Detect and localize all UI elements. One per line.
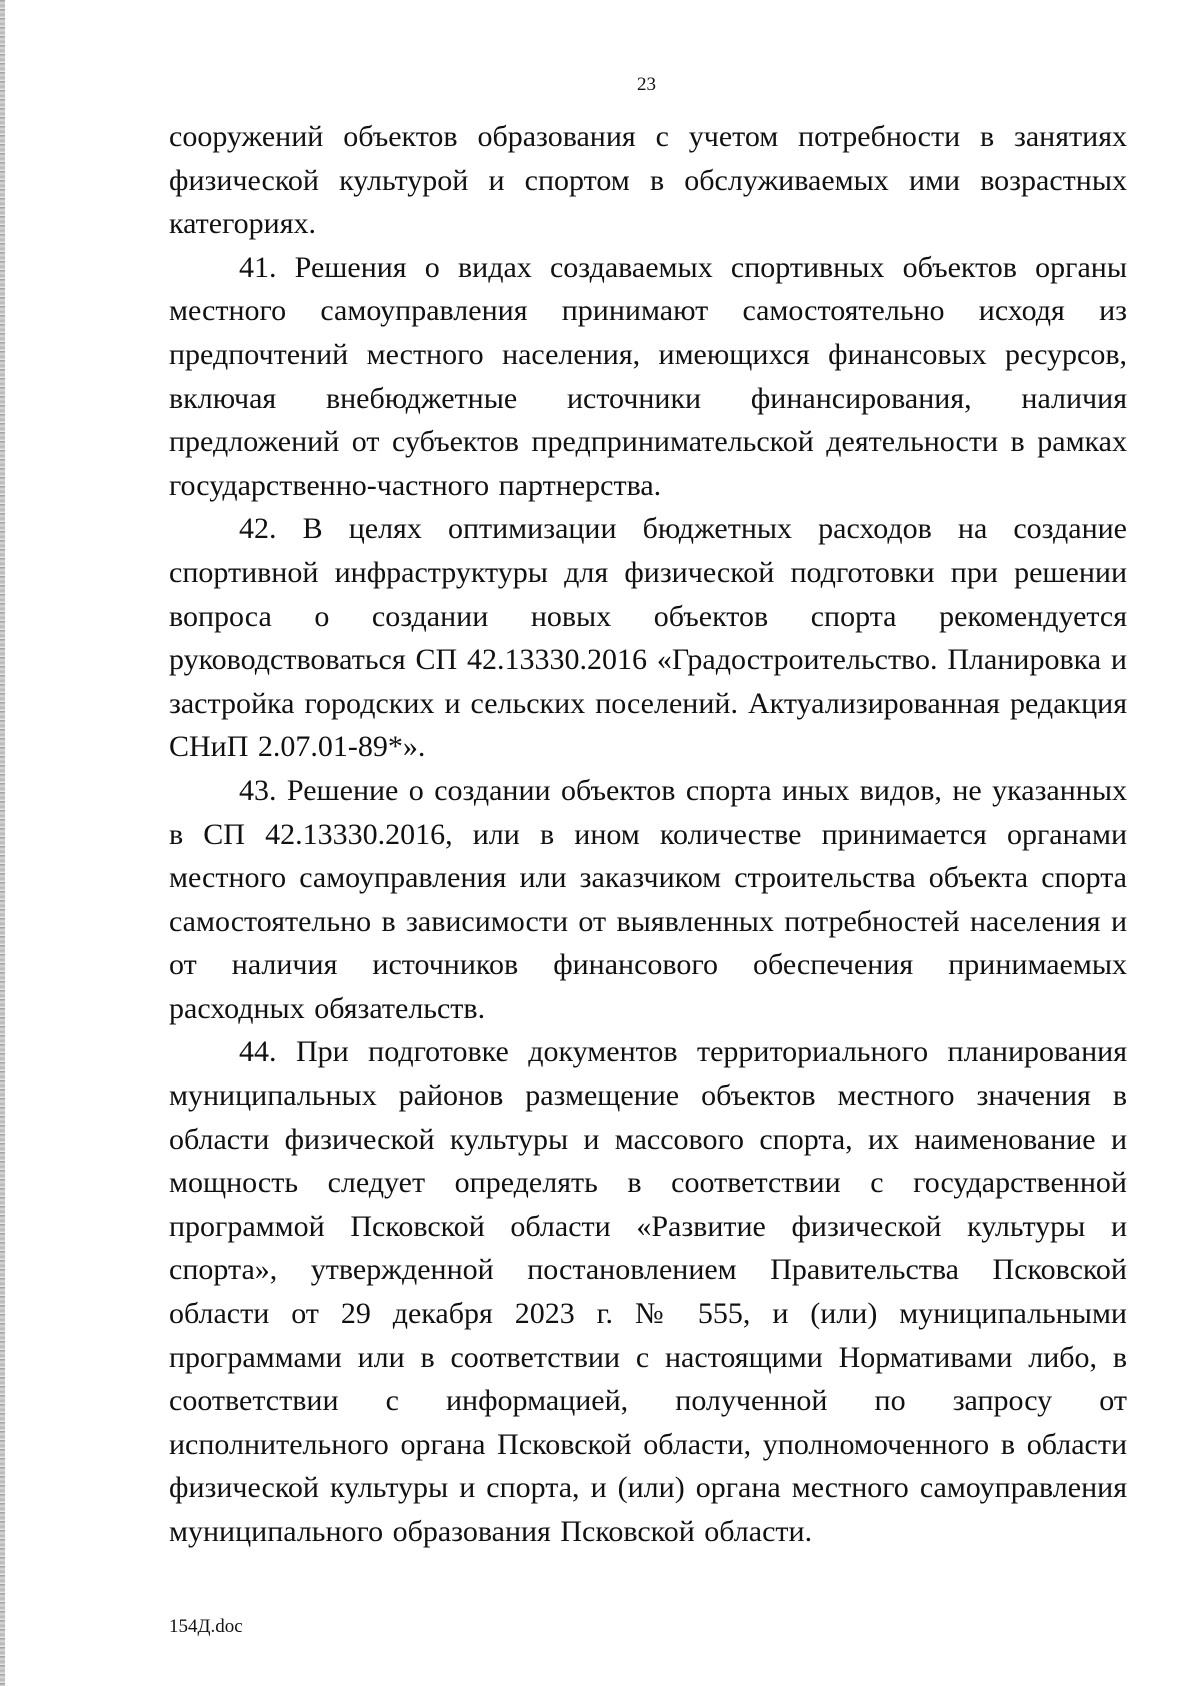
footer-filename: 154Д.doc bbox=[169, 1616, 243, 1637]
paragraph-44: 44. При подготовке документов территориального планирования муниципальных районов размещение объектов местного значения в области физической культуры и массового спорта, их наименование и мощность следует определять в соответствии с государственной программой Псковской области «Развитие физической культуры и спорта», утвержденной постановлением Правительства Псковской области от 29 декабря 2023 г. № 555, и (или) муниципальными программами или в соответствии с настоящими Нормативами либо, в соответствии с информацией, полученной по запросу от исполнительного органа Псковской области, уполномоченного в области физической культуры и спорта, и (или) органа местного самоуправления муниципального образования Псковской области. bbox=[169, 1035, 1127, 1548]
scan-edge bbox=[0, 0, 5, 1686]
paragraph-42: 42. В целях оптимизации бюджетных расходов на создание спортивной инфраструктуры для физической подготовки при решении вопроса о создании новых объектов спорта рекомендуется руководствоваться СП 42.13330.2016 «Градостроительство. Планировка и застройка городских и сельских поселений. Актуализированная редакция СНиП 2.07.01-89*». bbox=[169, 512, 1127, 764]
paragraph-41: 41. Решения о видах создаваемых спортивных объектов органы местного самоуправления принимают самостоятельно исходя из предпочтений местного населения, имеющихся финансовых ресурсов, включая внебюджетные источники финансирования, наличия предложений от субъектов предпринимательской деятельности в рамках государственно-частного партнерства. bbox=[169, 250, 1127, 502]
document-body bbox=[169, 115, 1127, 1554]
paragraph-continuation: сооружений объектов образования с учетом потребности в занятиях физической культурой и спортом в обслуживаемых ими возрастных категориях. bbox=[169, 120, 1127, 241]
page-number: 23 bbox=[637, 74, 656, 95]
paragraph-43: 43. Решение о создании объектов спорта иных видов, не указанных в СП 42.13330.2016, или в ином количестве принимается органами местного самоуправления или заказчиком строительства объекта спорта самостоятельно в зависимости от выявленных потребностей населения и от наличия источников финансового обеспечения принимаемых расходных обязательств. bbox=[169, 773, 1127, 1025]
